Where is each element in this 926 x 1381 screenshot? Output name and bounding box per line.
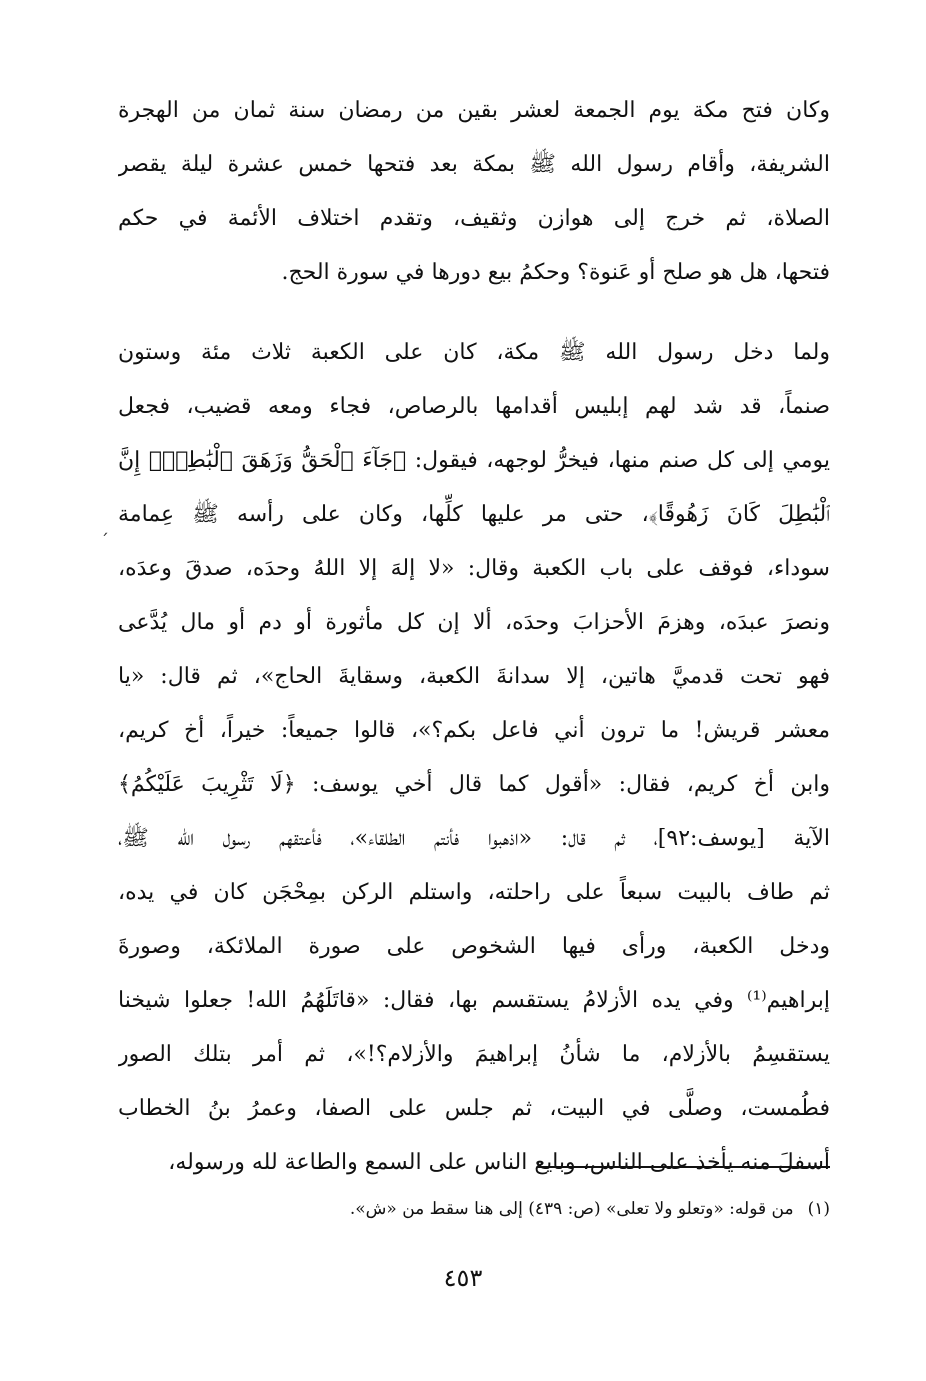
text-line: الصلاة، ثم خرج إلى هوازن وثقيف، وتقدم اختلاف الأئمة في حكم (118, 206, 830, 231)
text-line: ودخل الكعبة، ورأى فيها الشخوص على صورة الملائكة، وصورةَ (118, 934, 830, 959)
text-line: ثم طاف بالبيت سبعاً على راحلته، واستلم الركن بمِحْجَن كان في يده، (118, 880, 830, 905)
text-line: فطُمست، وصلَّى في البيت، ثم جلس على الصفا، وعمرُ بنُ الخطاب (118, 1096, 830, 1121)
text-line: فهو تحت قدميَّ هاتين، إلا سدانةَ الكعبة، وسقايةَ الحاج»، ثم قال: «يا (118, 664, 830, 689)
page-number: ٤٥٣ (443, 1264, 483, 1292)
text-line: معشر قريش! ما ترون أني فاعل بكم؟»، قالوا جميعاً: خيراً، أخ كريم، (118, 718, 830, 743)
text-line: ٱلْبَٰطِلَ كَانَ زَهُوقًا﴾، حتى مر عليها كلِّها، وكان على رأسه ﷺ عِمامة (118, 502, 830, 527)
text-line: صنماً، قد شد لهم إبليس أقدامها بالرصاص، فجاء ومعه قضيب، فجعل (118, 394, 830, 419)
text-line: الشريفة، وأقام رسول الله ﷺ بمكة بعد فتحها خمس عشرة ليلة يقصر (118, 152, 830, 177)
text-line: ولما دخل رسول الله ﷺ مكة، كان على الكعبة ثلاث مئة وستون (118, 340, 830, 365)
paragraph-2 (118, 326, 830, 1190)
text-line: وابن أخ كريم، فقال: «أقول كما قال أخي يوسف: ﴿لَا تَثْرِيبَ عَلَيْكُمُ﴾ (118, 772, 830, 797)
paragraph-1 (118, 84, 830, 300)
text-line: فتحها، هل هو صلح أو عَنوة؟ وحكمُ بيع دورها في سورة الحج. (281, 260, 830, 285)
text-line: سوداء، فوقف على باب الكعبة وقال: «لا إلهَ إلا اللهُ وحدَه، صدقَ وعدَه، (118, 556, 830, 581)
text-line: يومي إلى كل صنم منها، فيخرُّ لوجهه، فيقول: ﴿جَآءَ ٱلْحَقُّ وَزَهَقَ ٱلْبَٰطِلُۚ إِنَّ (118, 448, 830, 473)
text-line: الآية [يوسف:٩٢]، ثم قال: «اذهبوا فأنتم الطلقاء»، فأعتقهم رسول الله ﷺ، (118, 826, 830, 851)
text-line: إبراهيم⁽¹⁾ وفي يده الأزلامُ يستقسم بها، فقال: «قاتَلَهُمُ الله! جعلوا شيخنا (118, 988, 830, 1013)
footnote-separator (538, 1166, 830, 1168)
footnote-text: من قوله: «وتعلو ولا تعلى» (ص: ٤٣٩) إلى هنا سقط من «ش». (349, 1199, 794, 1219)
footnote (118, 1194, 830, 1224)
text-line: يستقسِمُ بالأزلام، ما شأنُ إبراهيمَ والأزلام؟!»، ثم أمر بتلك الصور (118, 1042, 830, 1067)
text-line: أسفلَ منه يأخذ على الناس، وبايع الناس على السمع والطاعة لله ورسوله، (168, 1150, 830, 1175)
margin-mark: ˊ (100, 531, 109, 552)
footnote-number: (١) (807, 1199, 830, 1219)
text-line: ونصرَ عبدَه، وهزمَ الأحزابَ وحدَه، ألا إن كل مأثورة أو دم أو مال يُدَّعى (118, 610, 830, 635)
text-line: وكان فتح مكة يوم الجمعة لعشر بقين من رمضان سنة ثمان من الهجرة (118, 98, 830, 123)
